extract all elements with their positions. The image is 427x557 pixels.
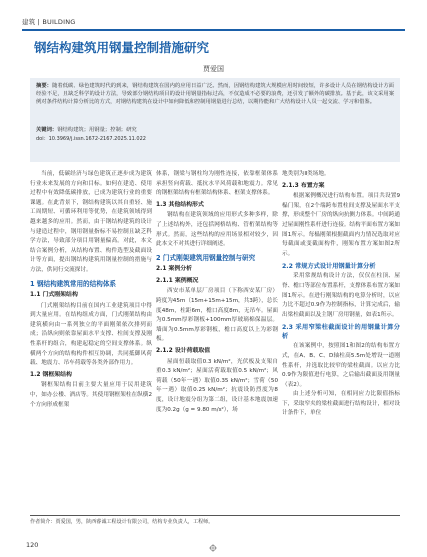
subsection-heading-1-2: 1.2 钢框架结构 (30, 371, 72, 378)
paragraph-1-2: 钢框架结构目前主要大量应用于民用建筑中，如办公楼、酒店等。其使用钢框架柱在纵横2个方向形成框架 (30, 382, 152, 408)
column-1 (30, 170, 152, 410)
keywords-label: 关键词： (36, 127, 58, 133)
subsection-heading-2-1-1: 2.1.1 案例概况 (156, 277, 199, 284)
section-label: 建筑 | BUILDING (22, 17, 76, 26)
article-title: 钢结构建筑用钢量控制措施研究 (34, 40, 210, 55)
abstract-box (30, 78, 400, 162)
author-name: 贾爱国 (203, 65, 224, 73)
registration-mark-icon (209, 544, 217, 552)
author-bio-footnote: 作者简介：贾爱国，男，陕西睿诚工程设计有限公司，结构专业负责人，工程师。 (30, 519, 214, 525)
paragraph-continued: 地类别为Ⅱ类场地。 (282, 171, 330, 177)
abstract-text (36, 82, 394, 106)
keywords (36, 126, 396, 134)
section-heading-1: 1 钢结构建筑常用的结构体系 (30, 279, 117, 288)
paragraph-2-1-1: 西安市某单层厂房项目（下称西安某厂房）跨度为45m（15m+15m+15m，共3跨），总长度48m，柱距6m，檐口高度8m，无吊车。屋面为0.5mm厚彩钢板+100mm厚玻璃棉保温层。墙面为0.5mm厚彩钢板，檐口高度以上为彩钢板。 (156, 288, 278, 343)
subsection-heading-1-3: 1.3 其他结构形式 (156, 201, 204, 208)
page-number: 120 (26, 541, 39, 549)
doi: doi：10.3969/j.issn.1672-2167.2025.11.022 (36, 136, 146, 142)
paragraph-1-1: 门式刚架结构目前在国内工业建筑项目中得到大量应用。在结构组成方面，门式刚架结构由建筑横向由一系列独立的平面刚架依次排列而成；沿纵向则依靠屋面水平支撑、柱间支撑及刚性系杆的组合，构建起稳定的空间支撑体系。纵横两个方向的结构构件相互协调，共同抵御风荷载、地震力、吊车荷载等各类外部作用力。 (30, 302, 152, 367)
column-3 (282, 170, 400, 419)
footer-rule (30, 515, 400, 516)
keywords-text: 钢结构建筑；用钢量；控制；研究 (57, 127, 137, 133)
running-header (22, 14, 405, 28)
intro-paragraph: 当前，低碳经济与绿色建筑正逐步成为建筑行业未来发展的方向和目标。如何在建造、使用过程中有效降低碳排放，已成为建筑行业的重要课题。在此背景下，钢结构建筑以其自重轻、施工周期短、可循环利用等优势，在建筑领域得到越来越多的应用。然而，由于钢结构建筑的设计与建造过程中，钢用钢量指标不易控制且缺乏科学方法，导致部分项目用钢量偏高。对此，本文结合案例分析，从结构布置、构件选型及截面设计等方面，提出钢结构建筑用钢量控制的措施与方法，供同行交流探讨。 (30, 171, 152, 273)
abstract-body: 随着低碳、绿色建筑时代的到来，钢结构建筑在国内的应用日益广泛。然而，因钢结构建筑大规模应用时间较短，许多设计人员在钢结构设计方面经验不足，且缺乏科学的设计方法，导致部分钢结构项目的设计用钢量指标过高，不仅造成不必要的浪费，还引发了额外的碳排放。基于此，该文采用案例对条件结构计算分析比的方式，对钢结构建筑在设计中如何降低和控制用钢量进行总结，以期待能和广大结构设计人员一起交流、学习和借鉴。 (36, 83, 394, 106)
paragraph-1-3: 钢结构在建筑领域的应用形式多种多样，除了上述结构外，还包括网格结构、管桁架结构等形式。然而，这些结构的应用场景相对较少，因此本文不对其进行详细阐述。 (156, 212, 278, 248)
paragraph-continued: 体系，钢梁与钢柱均为刚性连接，依靠框架体系承担竖向荷载、抵抗水平风荷载和地震力。常见的钢框架结构有框架结构体系、框架支撑体系。 (156, 171, 278, 197)
paragraph-2-1-3: 根据案例概况进行结构布置。项目共设置9榀门架，在2个端跨布置柱间支撑及屋面水平支撑，形成整个厂房的纵向抗侧力体系。中间跨通过屋面刚性系杆进行连接。结构平面布置方案如图1所示。每榀刚架根据截面内力情况选取对应每截面或变截面构件，刚架布置方案如图2所示。 (282, 193, 400, 257)
subsection-heading-2-1-3: 2.1.3 布置方案 (282, 182, 325, 189)
subsection-heading-2-1: 2.1 案例分析 (156, 266, 193, 273)
subsection-heading-2-1-2: 2.1.2 设计荷载取值 (156, 348, 211, 354)
paragraph-2-2: 采用常规结构设计方法，仅仅在柱顶、屋脊、檐口等部位布置系杆，支撑体系布置方案如图1所示。在进行刚架结构的电算分析时，以应力比不超过0.9作为控制指标，计算完成后，输出梁柱截面以及主钢厂房用钢量，如表1所示。 (282, 273, 400, 318)
column-2 (156, 170, 278, 415)
section-heading-2: 2 门式刚架建筑用钢量控制与研究 (156, 253, 256, 262)
abstract-label: 摘要： (36, 83, 53, 89)
paragraph-2-3: 在该案例中，按照图1和图2的结构布置方式，在A、B、C、D轴柱高5.5m处增设一道刚性系杆，并选取比较窄的梁柱截面。以应力比0.9作为限值进行电算，之后输出截面及用钢量（表2）。 (282, 343, 400, 388)
subsection-heading-2-2: 2.2 常规方式设计用钢量计算分析 (282, 263, 376, 271)
header-rule (22, 29, 405, 31)
paragraph-2-3b: 由上述分析可知，在相同应力比限值指标下，采取窄夹的梁柱截面进行结构设计，相对设计条件下，单位 (282, 391, 400, 417)
paragraph-2-1-2: 屋面恒载取值0.3 kN/m²，光伏板及支架自重0.3 kN/m²；屋面活荷载取值0.5 kN/m²；风荷载（50年一遇）取值0.35 kN/m²；雪荷（50年一遇）取值0.25 kN/m²；抗震设防烈度为8度，设计地震分组为第二组，设计基本地震加速度为0.2g（g = 9.80 m/s²），场 (156, 358, 278, 413)
subsection-heading-2-3: 2.3 采用窄梁柱截面设计的用钢量计算分析 (282, 324, 400, 341)
subsection-heading-1-1: 1.1 门式刚架结构 (30, 292, 78, 299)
